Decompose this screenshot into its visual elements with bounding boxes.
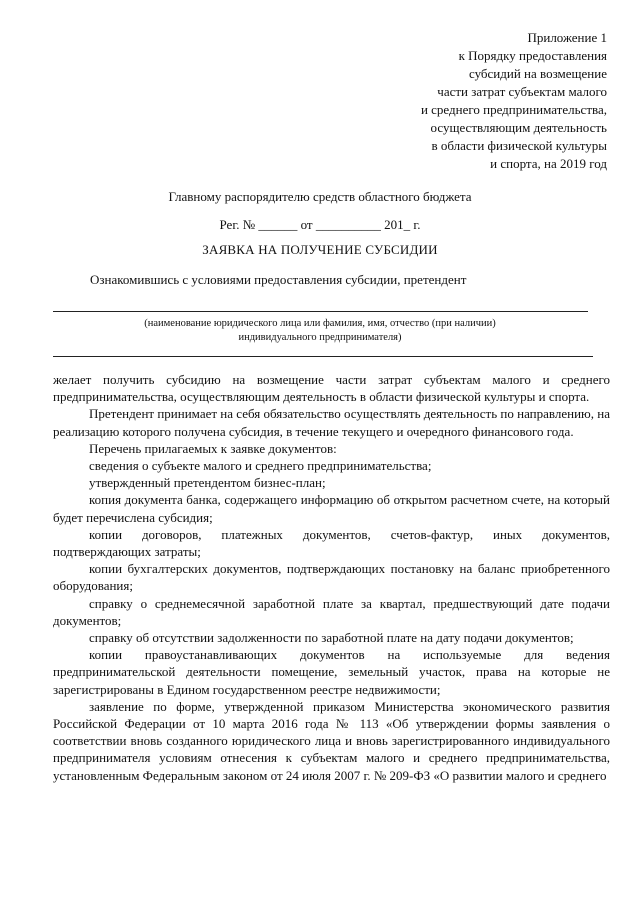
- appendix-line: в области физической культуры: [431, 138, 607, 153]
- document-list-item: справку об отсутствии задолженности по заработной плате на дату подачи документов;: [89, 630, 574, 646]
- applicant-extra-line: [53, 356, 593, 357]
- document-list-item: копии договоров, платежных документов, счетов-фактур, иных документов, подтверждающих затраты;: [53, 526, 610, 560]
- intro-text: Ознакомившись с условиями предоставления субсидии, претендент: [90, 272, 467, 287]
- appendix-line: субсидий на возмещение: [469, 66, 607, 81]
- appendix-header: [277, 29, 607, 173]
- appendix-line: части затрат субъектам малого: [437, 84, 607, 99]
- applicant-caption-line: индивидуального предпринимателя): [238, 332, 402, 343]
- document-list-item: сведения о субъекте малого и среднего предпринимательства;: [89, 458, 432, 474]
- registration-line: Рег. № ______ от __________ 201_ г.: [219, 217, 421, 232]
- appendix-line: к Порядку предоставления: [458, 48, 607, 63]
- paragraph-documents-heading: Перечень прилагаемых к заявке документов:: [89, 440, 337, 456]
- document-list-item: справку о среднемесячной заработной плате за квартал, предшествующий дате подачи документов;: [53, 595, 610, 628]
- paragraph-request: желает получить субсидию на возмещение части затрат субъектам малого и среднего предпринимательства, осуществляющим деятельность в области физической культуры и спорта.: [53, 372, 610, 405]
- applicant-caption-line: (наименование юридического лица или фамилия, имя, отчество (при наличии): [144, 318, 496, 329]
- document-list-item: копия документа банка, содержащего информацию об открытом расчетном счете, на который будет перечислена субсидия;: [53, 492, 610, 525]
- document-list-item: копии бухгалтерских документов, подтверждающих постановку на баланс приобретенного оборудования;: [53, 561, 610, 594]
- applicant-caption: [0, 317, 640, 345]
- document-list-item: утвержденный претендентом бизнес-план;: [89, 475, 326, 491]
- appendix-line: осуществляющим деятельность: [430, 120, 607, 135]
- document-body: [53, 371, 610, 784]
- appendix-line: Приложение 1: [527, 30, 607, 45]
- addressee-line: Главному распорядителю средств областного бюджета: [168, 189, 472, 204]
- document-list-item: копии правоустанавливающих документов на используемые для ведения предпринимательской деятельности помещение, земельный участок, права на которые не зарегистрированы в Едином государственном реестре недвижимости;: [53, 647, 610, 697]
- document-list-item: заявление по форме, утвержденной приказом Министерства экономического развития Российской Федерации от 10 марта 2016 года № 113 «Об утверждении формы заявления о соответствии вновь созданного юридического лица и вновь зарегистрированного индивидуального предпринимателя условиям отнесения к субъектам малого и среднего предпринимательства, установленным Федеральным законом от 24 июля 2007 г. № 209-ФЗ «О развитии малого и среднего: [53, 698, 610, 783]
- appendix-line: и спорта, на 2019 год: [490, 156, 607, 171]
- document-title: ЗАЯВКА НА ПОЛУЧЕНИЕ СУБСИДИИ: [202, 242, 438, 257]
- appendix-line: и среднего предпринимательства,: [420, 102, 607, 117]
- paragraph-obligation: Претендент принимает на себя обязательство осуществлять деятельность по направлению, на реализацию которого получена субсидия, в течение текущего и очередного финансового года.: [53, 406, 610, 439]
- applicant-name-line: [53, 311, 588, 312]
